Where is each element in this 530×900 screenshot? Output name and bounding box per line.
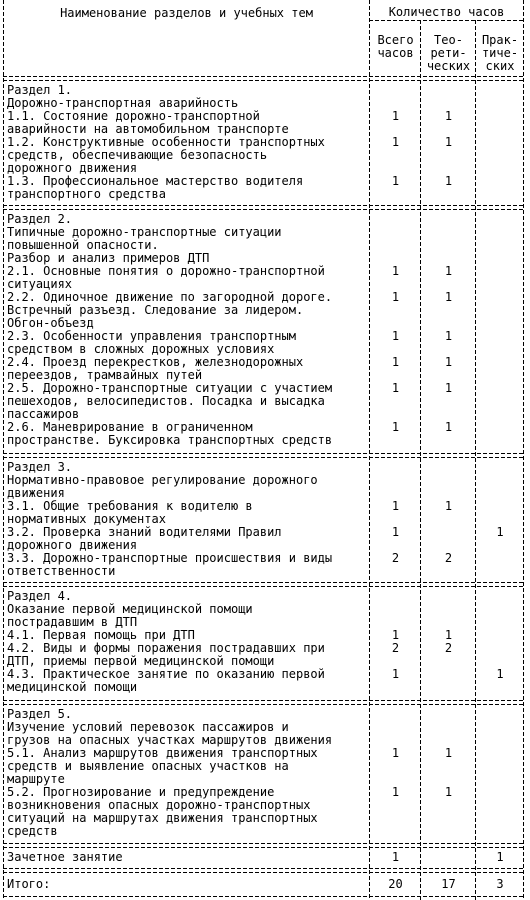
topic-line: 2.2. Одиночное движение по загородной дороге.	[7, 290, 333, 304]
topic-line: 3.2. Проверка знаний водителями Правил	[7, 525, 282, 539]
credit-label: Зачетное занятие	[7, 850, 123, 864]
topic-line: 4.2. Виды и формы поражения пострадавших при	[7, 641, 325, 655]
hours-theory-cell: 1	[444, 628, 453, 642]
header-practice	[476, 33, 524, 72]
hours-total-cell: 1	[391, 355, 400, 369]
header-total-line: Всего	[377, 33, 414, 47]
header-practice-line: Прак-	[481, 33, 519, 47]
topic-line: маршруте	[7, 772, 65, 786]
hours-theory-cell: 1	[444, 264, 453, 278]
topic-line: ситуаций на маршрутах движения транспортных	[7, 811, 318, 825]
hours-total-cell: 2	[391, 641, 400, 655]
summary-practice: 3	[496, 877, 504, 891]
header-theory-line: рети-	[430, 46, 467, 60]
topic-line: 3.1. Общие требования к водителю в	[7, 499, 253, 513]
header-hours-group: Количество часов	[388, 5, 505, 19]
topic-line: 5.1. Анализ маршрутов движения транспортных	[7, 746, 318, 760]
topic-line: Разбор и анализ примеров ДТП	[7, 251, 210, 265]
hours-theory-cell: 1	[444, 290, 453, 304]
header-practice-line: тиче-	[481, 46, 519, 60]
hours-theory-cell: 1	[444, 329, 453, 343]
topic-line: Оказание первой медицинской помощи	[7, 602, 253, 616]
hours-total-cell: 1	[391, 174, 400, 188]
topic-line: 5.2. Прогнозирование и предупреждение	[7, 785, 275, 799]
topic-line: 2.6. Маневрирование в ограниченном	[7, 420, 253, 434]
topic-line: ситуациях	[7, 277, 73, 291]
topic-line: Раздел 2.	[7, 212, 73, 226]
header-name-col: Наименование разделов и учебных тем	[60, 6, 313, 20]
header-theory	[421, 33, 476, 72]
topic-line: 2.5. Дорожно-транспортные ситуации с участием	[7, 381, 333, 395]
hours-total-cell: 1	[391, 264, 400, 278]
header-theory-line: Тео-	[434, 33, 463, 47]
topic-line: пассажиров	[7, 407, 80, 421]
hours-theory-cell: 1	[444, 420, 453, 434]
header-total-line: часов	[377, 46, 414, 60]
topic-line: транспортного средства	[7, 187, 166, 201]
topic-line: Изучение условий перевозок пассажиров и	[7, 720, 289, 734]
credit-practice: 1	[496, 850, 504, 864]
topic-line: повышенной опасности.	[7, 238, 159, 252]
topic-line: Раздел 1.	[7, 83, 73, 97]
topic-line: 2.3. Особенности управления транспортным	[7, 329, 296, 343]
topic-line: Дорожно-транспортная аварийность	[7, 96, 239, 110]
hours-theory-cell: 1	[444, 381, 453, 395]
topic-line: средств и выявление опасных участков на	[7, 759, 289, 773]
hours-theory-cell: 1	[444, 355, 453, 369]
hours-theory-cell: 1	[444, 785, 453, 799]
topic-line: пешеходов, велосипедистов. Посадка и высадка	[7, 394, 325, 408]
topic-line: аварийности на автомобильном транспорте	[7, 122, 289, 136]
hours-total-cell: 1	[391, 381, 400, 395]
topic-line: средств	[7, 824, 58, 838]
topic-line: движения	[7, 486, 65, 500]
topic-line: возникновения опасных дорожно-транспортных	[7, 798, 311, 812]
summary-total: 20	[388, 877, 403, 891]
topic-line: Раздел 5.	[7, 707, 73, 721]
hours-theory-cell: 1	[444, 499, 453, 513]
summary-label: Итого:	[7, 877, 51, 891]
header-theory-line: ческих	[426, 59, 471, 73]
topic-line: 4.3. Практическое занятие по оказанию первой	[7, 667, 325, 681]
topic-line: медицинской помощи	[7, 680, 138, 694]
topic-line: Встречный разъезд. Следование за лидером.	[7, 303, 304, 317]
hours-theory-cell: 1	[444, 174, 453, 188]
topic-line: 3.3. Дорожно-транспортные происшествия и виды	[7, 551, 333, 565]
hours-practice-cell: 1	[496, 667, 504, 681]
topic-line: Нормативно-правовое регулирование дорожного	[7, 473, 318, 487]
hours-total-cell: 1	[391, 420, 400, 434]
topic-line: 1.1. Состояние дорожно-транспортной	[7, 109, 260, 123]
topic-line: 2.4. Проезд перекрестков, железнодорожных	[7, 355, 304, 369]
hours-theory-cell: 1	[444, 109, 453, 123]
hours-total-cell: 1	[391, 628, 400, 642]
topic-line: Раздел 4.	[7, 589, 73, 603]
credit-total: 1	[391, 850, 400, 864]
topic-line: нормативных документах	[7, 512, 166, 526]
topic-line: 4.1. Первая помощь при ДТП	[7, 628, 195, 642]
hours-theory-cell: 2	[444, 551, 453, 565]
summary-theory: 17	[441, 877, 456, 891]
hours-practice-cell: 1	[496, 525, 504, 539]
hours-total-cell: 1	[391, 785, 400, 799]
hours-theory-cell: 1	[444, 746, 453, 760]
topic-line: средств, обеспечивающие безопасность	[7, 148, 268, 162]
topic-line: 1.2. Конструктивные особенности транспортных	[7, 135, 325, 149]
hours-total-cell: 1	[391, 667, 400, 681]
hours-total-cell: 1	[391, 329, 400, 343]
topic-line: дорожного движения	[7, 161, 138, 175]
hours-theory-cell: 1	[444, 135, 453, 149]
topic-line: переездов, трамвайных путей	[7, 368, 203, 382]
topic-line: пространстве. Буксировка транспортных средств	[7, 433, 333, 447]
header-practice-line: ских	[485, 59, 515, 73]
hours-total-cell: 1	[391, 525, 400, 539]
topic-line: 2.1. Основные понятия о дорожно-транспортной	[7, 264, 325, 278]
topic-line: Раздел 3.	[7, 460, 73, 474]
topic-line: грузов на опасных участках маршрутов движения	[7, 733, 333, 747]
topic-line: 1.3. Профессиональное мастерство водителя	[7, 174, 304, 188]
hours-theory-cell: 2	[444, 641, 453, 655]
hours-total-cell: 1	[391, 499, 400, 513]
topic-line: дорожного движения	[7, 538, 138, 552]
topic-line: пострадавшим в ДТП	[7, 615, 138, 629]
topic-line: Обгон-объезд	[7, 316, 94, 330]
hours-total-cell: 1	[391, 290, 400, 304]
hours-total-cell: 1	[391, 109, 400, 123]
hours-total-cell: 2	[391, 551, 400, 565]
hours-total-cell: 1	[391, 135, 400, 149]
topic-line: Типичные дорожно-транспортные ситуации	[7, 225, 282, 239]
hours-total-cell: 1	[391, 746, 400, 760]
header-total	[370, 33, 421, 59]
topic-line: ДТП, приемы первой медицинской помощи	[7, 654, 275, 668]
topic-line: ответственности	[7, 564, 116, 578]
topic-line: средством в сложных дорожных условиях	[7, 342, 275, 356]
